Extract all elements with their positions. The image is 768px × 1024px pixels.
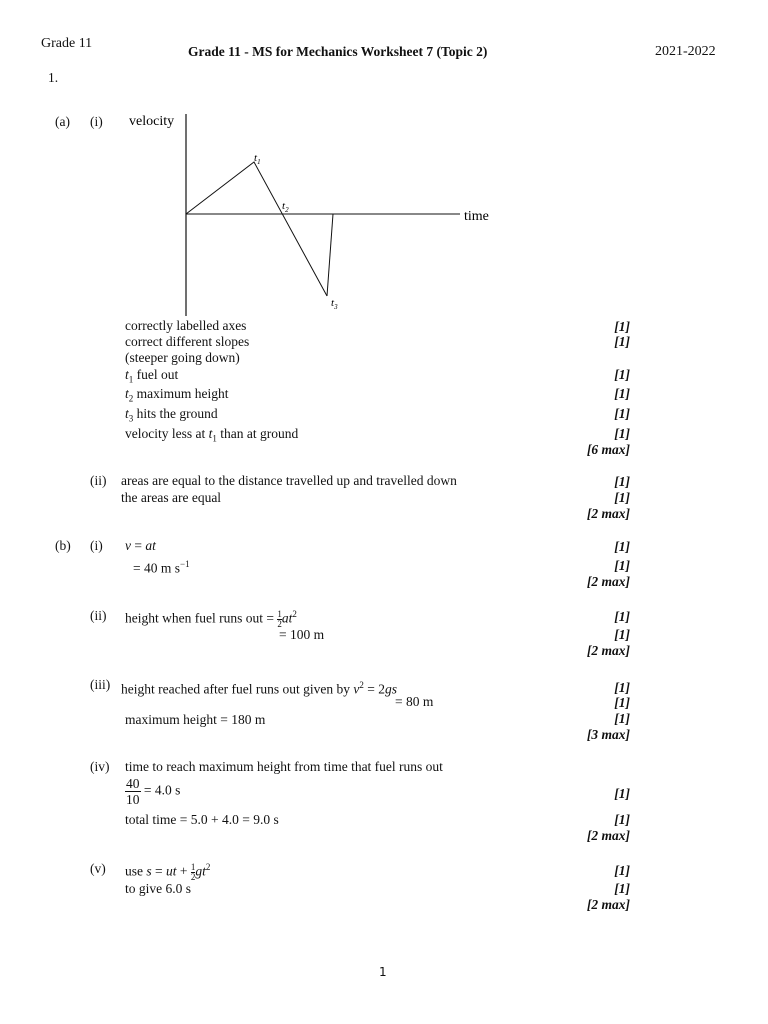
b-v-line-1: use s = ut + $\frac{1}{2}$ $gt^2$ [125,861,211,882]
mark: [1] [614,881,630,896]
part-b-label: (b) [55,538,71,553]
half-fraction: $\frac{1}{2}$ [190,861,196,882]
mark: [1] [614,695,630,710]
velocity-time-graph [120,108,500,318]
max-marks: [6 max] [586,442,630,457]
header-grade: Grade 11 [41,36,93,51]
sub-ii-label: (ii) [90,608,107,623]
velocity-line [186,162,327,296]
t1-label: $t_1$ [254,152,261,166]
b-ii-line-1: height when fuel runs out = $\frac{1}{2}$ $at^2$ [125,608,297,629]
b-i-line-1: v = at [125,538,156,553]
sub-i-label: (i) [90,114,103,129]
b-iv-line-2: $\frac{40}{10}$ = 4.0 s [126,776,181,807]
t3-label: $t_3$ [331,297,338,311]
part-a-label: (a) [55,114,70,129]
mark: [1] [614,490,630,505]
mark: [1] [614,609,630,624]
question-number: 1. [48,70,59,85]
a-i-line-4: $t_1$ fuel out [125,367,179,385]
max-marks: [2 max] [586,574,630,589]
mark: [1] [614,558,630,573]
mark: [1] [614,786,630,801]
a-i-line-1: correctly labelled axes [125,318,247,333]
b-ii-line-2: = 100 m [279,627,325,642]
sub-iv-label: (iv) [90,759,110,774]
mark: [1] [614,680,630,695]
mark: [1] [614,386,630,401]
b-i-line-2: = 40 m $s^{-1}$ [133,559,190,576]
b-iii-line-2: = 80 m [395,694,434,709]
t2-label: $t_2$ [282,200,289,214]
fraction-40-10: $\frac{40}{10}$ [126,776,140,807]
b-v-line-2: to give 6.0 s [125,881,191,896]
sub-v-label: (v) [90,861,106,876]
a-ii-line-2: the areas are equal [121,490,222,505]
max-marks: [2 max] [586,897,630,912]
document-title: Grade 11 - MS for Mechanics Worksheet 7 (Topic 2) [188,44,488,59]
mark: [1] [614,319,630,334]
header-year: 2021-2022 [655,44,716,59]
sub-ii-label: (ii) [90,473,107,488]
mark: [1] [614,426,630,441]
b-iii-line-3: maximum height = 180 m [125,712,266,727]
mark: [1] [614,863,630,878]
mark: [1] [614,406,630,421]
mark: [1] [614,627,630,642]
max-marks: [3 max] [586,727,630,742]
a-i-line-6: $t_3$ hits the ground [125,406,218,424]
time-axis-label: time [464,209,489,224]
mark: [1] [614,711,630,726]
impact-line [327,214,333,296]
a-i-line-5: $t_2$ maximum height [125,386,229,404]
velocity-axis-label: velocity [129,114,175,129]
max-marks: [2 max] [586,828,630,843]
mark: [1] [614,367,630,382]
half-fraction: $\frac{1}{2}$ [277,608,282,629]
mark: [1] [614,539,630,554]
b-iv-line-1: time to reach maximum height from time that fuel runs out [125,759,443,774]
b-iii-line-1: height reached after fuel runs out given by $v^2 = 2gs$ [121,680,398,697]
page-number: 1 [379,965,387,979]
a-i-line-3: (steeper going down) [125,350,240,365]
a-ii-line-1: areas are equal to the distance travelled up and travelled down [121,473,457,488]
sub-i-label: (i) [90,538,103,553]
mark: [1] [614,474,630,489]
max-marks: [2 max] [586,506,630,521]
mark: [1] [614,812,630,827]
a-i-line-7: velocity less at $t_1$ than at ground [125,426,299,444]
mark: [1] [614,334,630,349]
b-iv-line-3: total time = 5.0 + 4.0 = 9.0 s [125,812,279,827]
sub-iii-label: (iii) [90,677,111,692]
max-marks: [2 max] [586,643,630,658]
a-i-line-2: correct different slopes [125,334,250,349]
